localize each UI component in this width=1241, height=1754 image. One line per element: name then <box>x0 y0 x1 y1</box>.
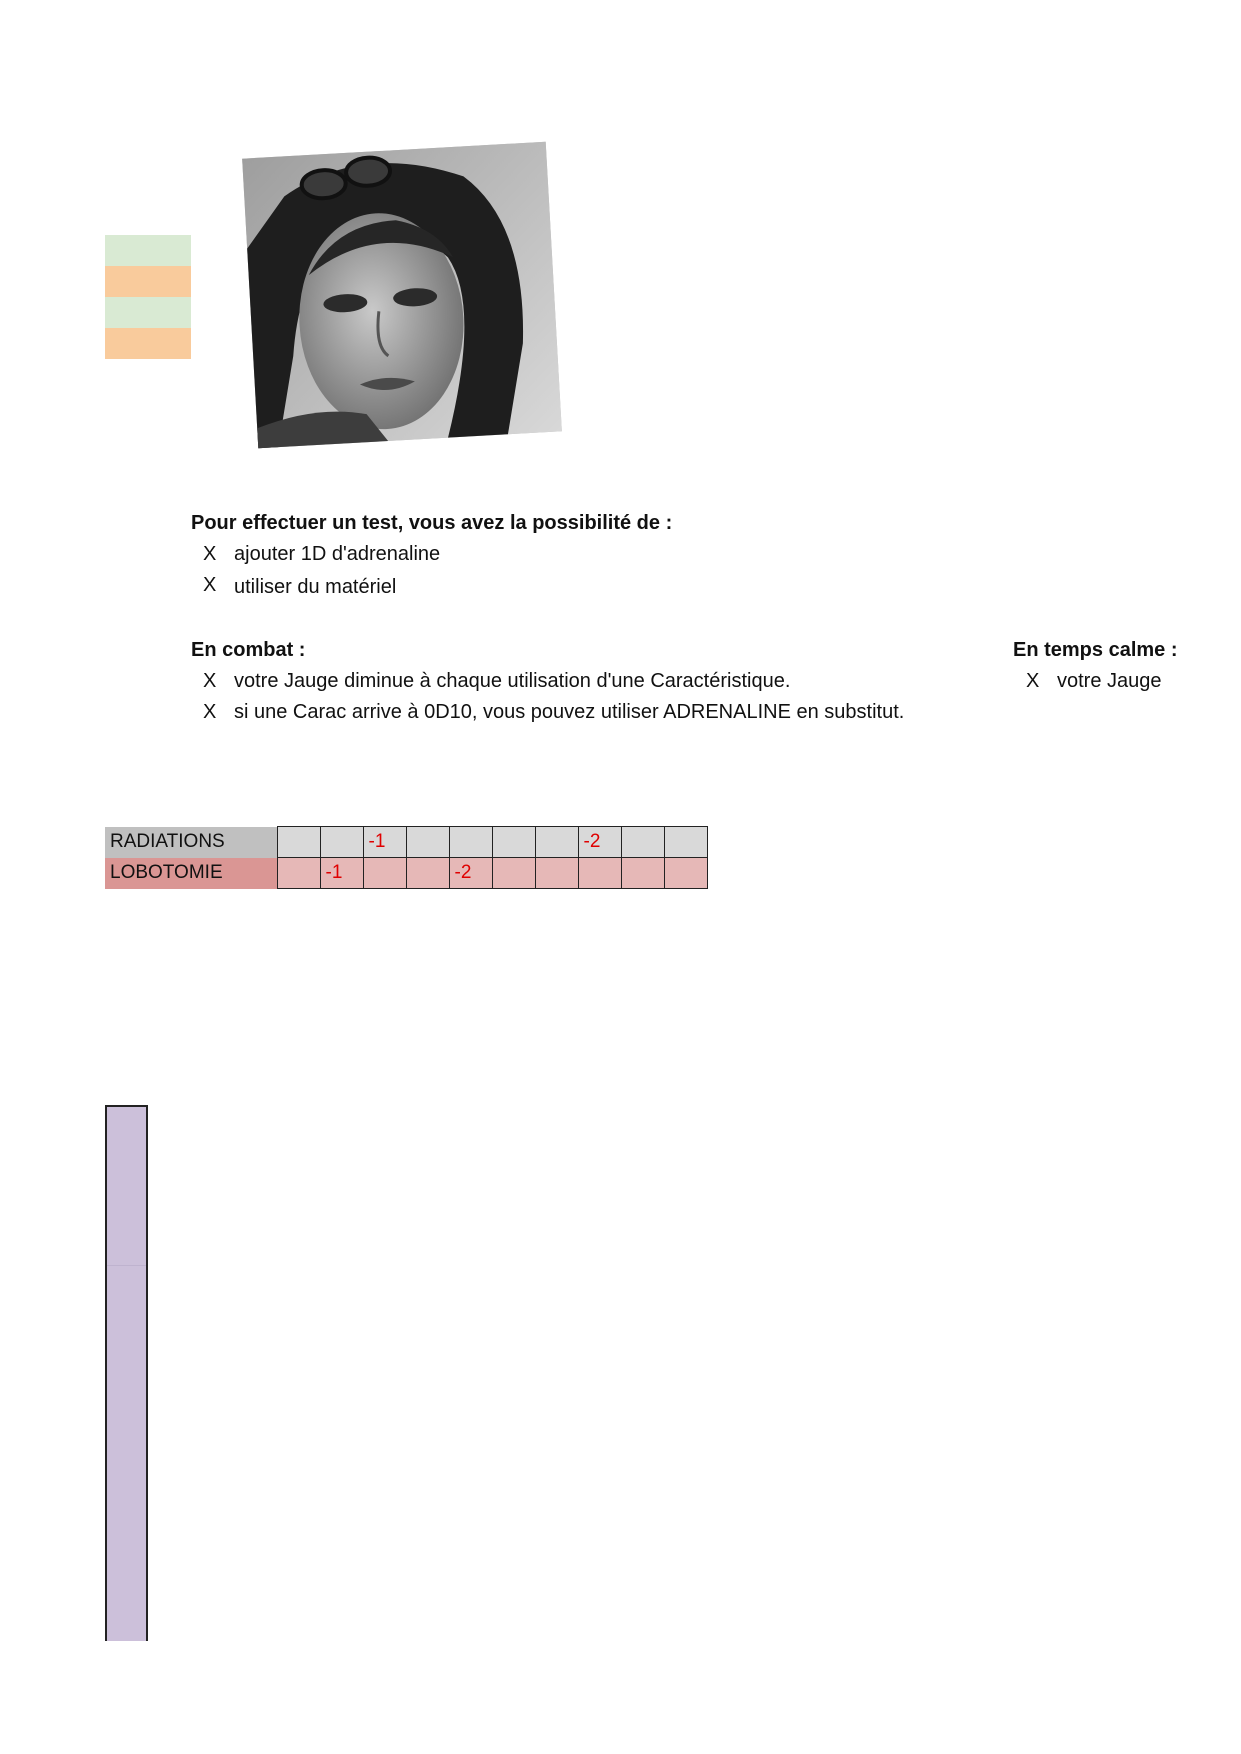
tracker-box[interactable] <box>664 827 707 858</box>
purple-sidebar-column <box>105 1105 148 1641</box>
tracker-box[interactable]: -2 <box>449 858 492 889</box>
tracker-box[interactable] <box>449 827 492 858</box>
tracker-box[interactable] <box>492 858 535 889</box>
status-tracker-table <box>105 826 708 889</box>
tracker-box[interactable] <box>578 858 621 889</box>
combat-title: En combat : <box>191 639 306 661</box>
tracker-box[interactable]: -1 <box>320 858 363 889</box>
tracker-box[interactable] <box>535 858 578 889</box>
swatch-orange-2 <box>105 328 191 359</box>
purple-divider <box>107 1265 146 1266</box>
tracker-row-lobotomie <box>105 858 707 889</box>
tracker-box[interactable] <box>621 858 664 889</box>
bullet-mark: X <box>203 670 217 692</box>
bullet-mark: X <box>203 543 217 565</box>
swatch-orange-1 <box>105 266 191 297</box>
combat-bullet-text: si une Carac arrive à 0D10, vous pouvez utiliser ADRENALINE en substitut. <box>234 701 905 723</box>
tracker-box[interactable]: -2 <box>578 827 621 858</box>
character-portrait <box>242 142 562 449</box>
swatch-green-1 <box>105 235 191 266</box>
bullet-mark: X <box>1026 670 1040 692</box>
tracker-box[interactable]: -1 <box>363 827 406 858</box>
swatch-green-2 <box>105 297 191 328</box>
tracker-box[interactable] <box>320 827 363 858</box>
tracker-row-radiations <box>105 827 707 858</box>
calm-section <box>1013 636 1178 696</box>
tracker-box[interactable] <box>664 858 707 889</box>
bullet-mark: X <box>203 701 217 723</box>
tracker-box[interactable] <box>406 858 449 889</box>
tracker-box[interactable] <box>492 827 535 858</box>
bullet-mark: X <box>203 574 217 596</box>
tracker-box[interactable] <box>363 858 406 889</box>
intro-bullet-text: utiliser du matériel <box>234 576 397 598</box>
calm-bullet-text: votre Jauge <box>1057 670 1162 692</box>
tracker-box[interactable] <box>535 827 578 858</box>
tracker-label: RADIATIONS <box>105 827 277 858</box>
intro-bullet-text: ajouter 1D d'adrenaline <box>234 543 441 565</box>
calm-title: En temps calme : <box>1013 639 1178 661</box>
combat-bullet-text: votre Jauge diminue à chaque utilisation d'une Caractéristique. <box>234 670 791 692</box>
tracker-label: LOBOTOMIE <box>105 858 277 889</box>
tracker-box[interactable] <box>277 858 320 889</box>
tracker-box[interactable] <box>406 827 449 858</box>
tracker-box[interactable] <box>277 827 320 858</box>
intro-title: Pour effectuer un test, vous avez la possibilité de : <box>191 512 673 534</box>
tracker-box[interactable] <box>621 827 664 858</box>
